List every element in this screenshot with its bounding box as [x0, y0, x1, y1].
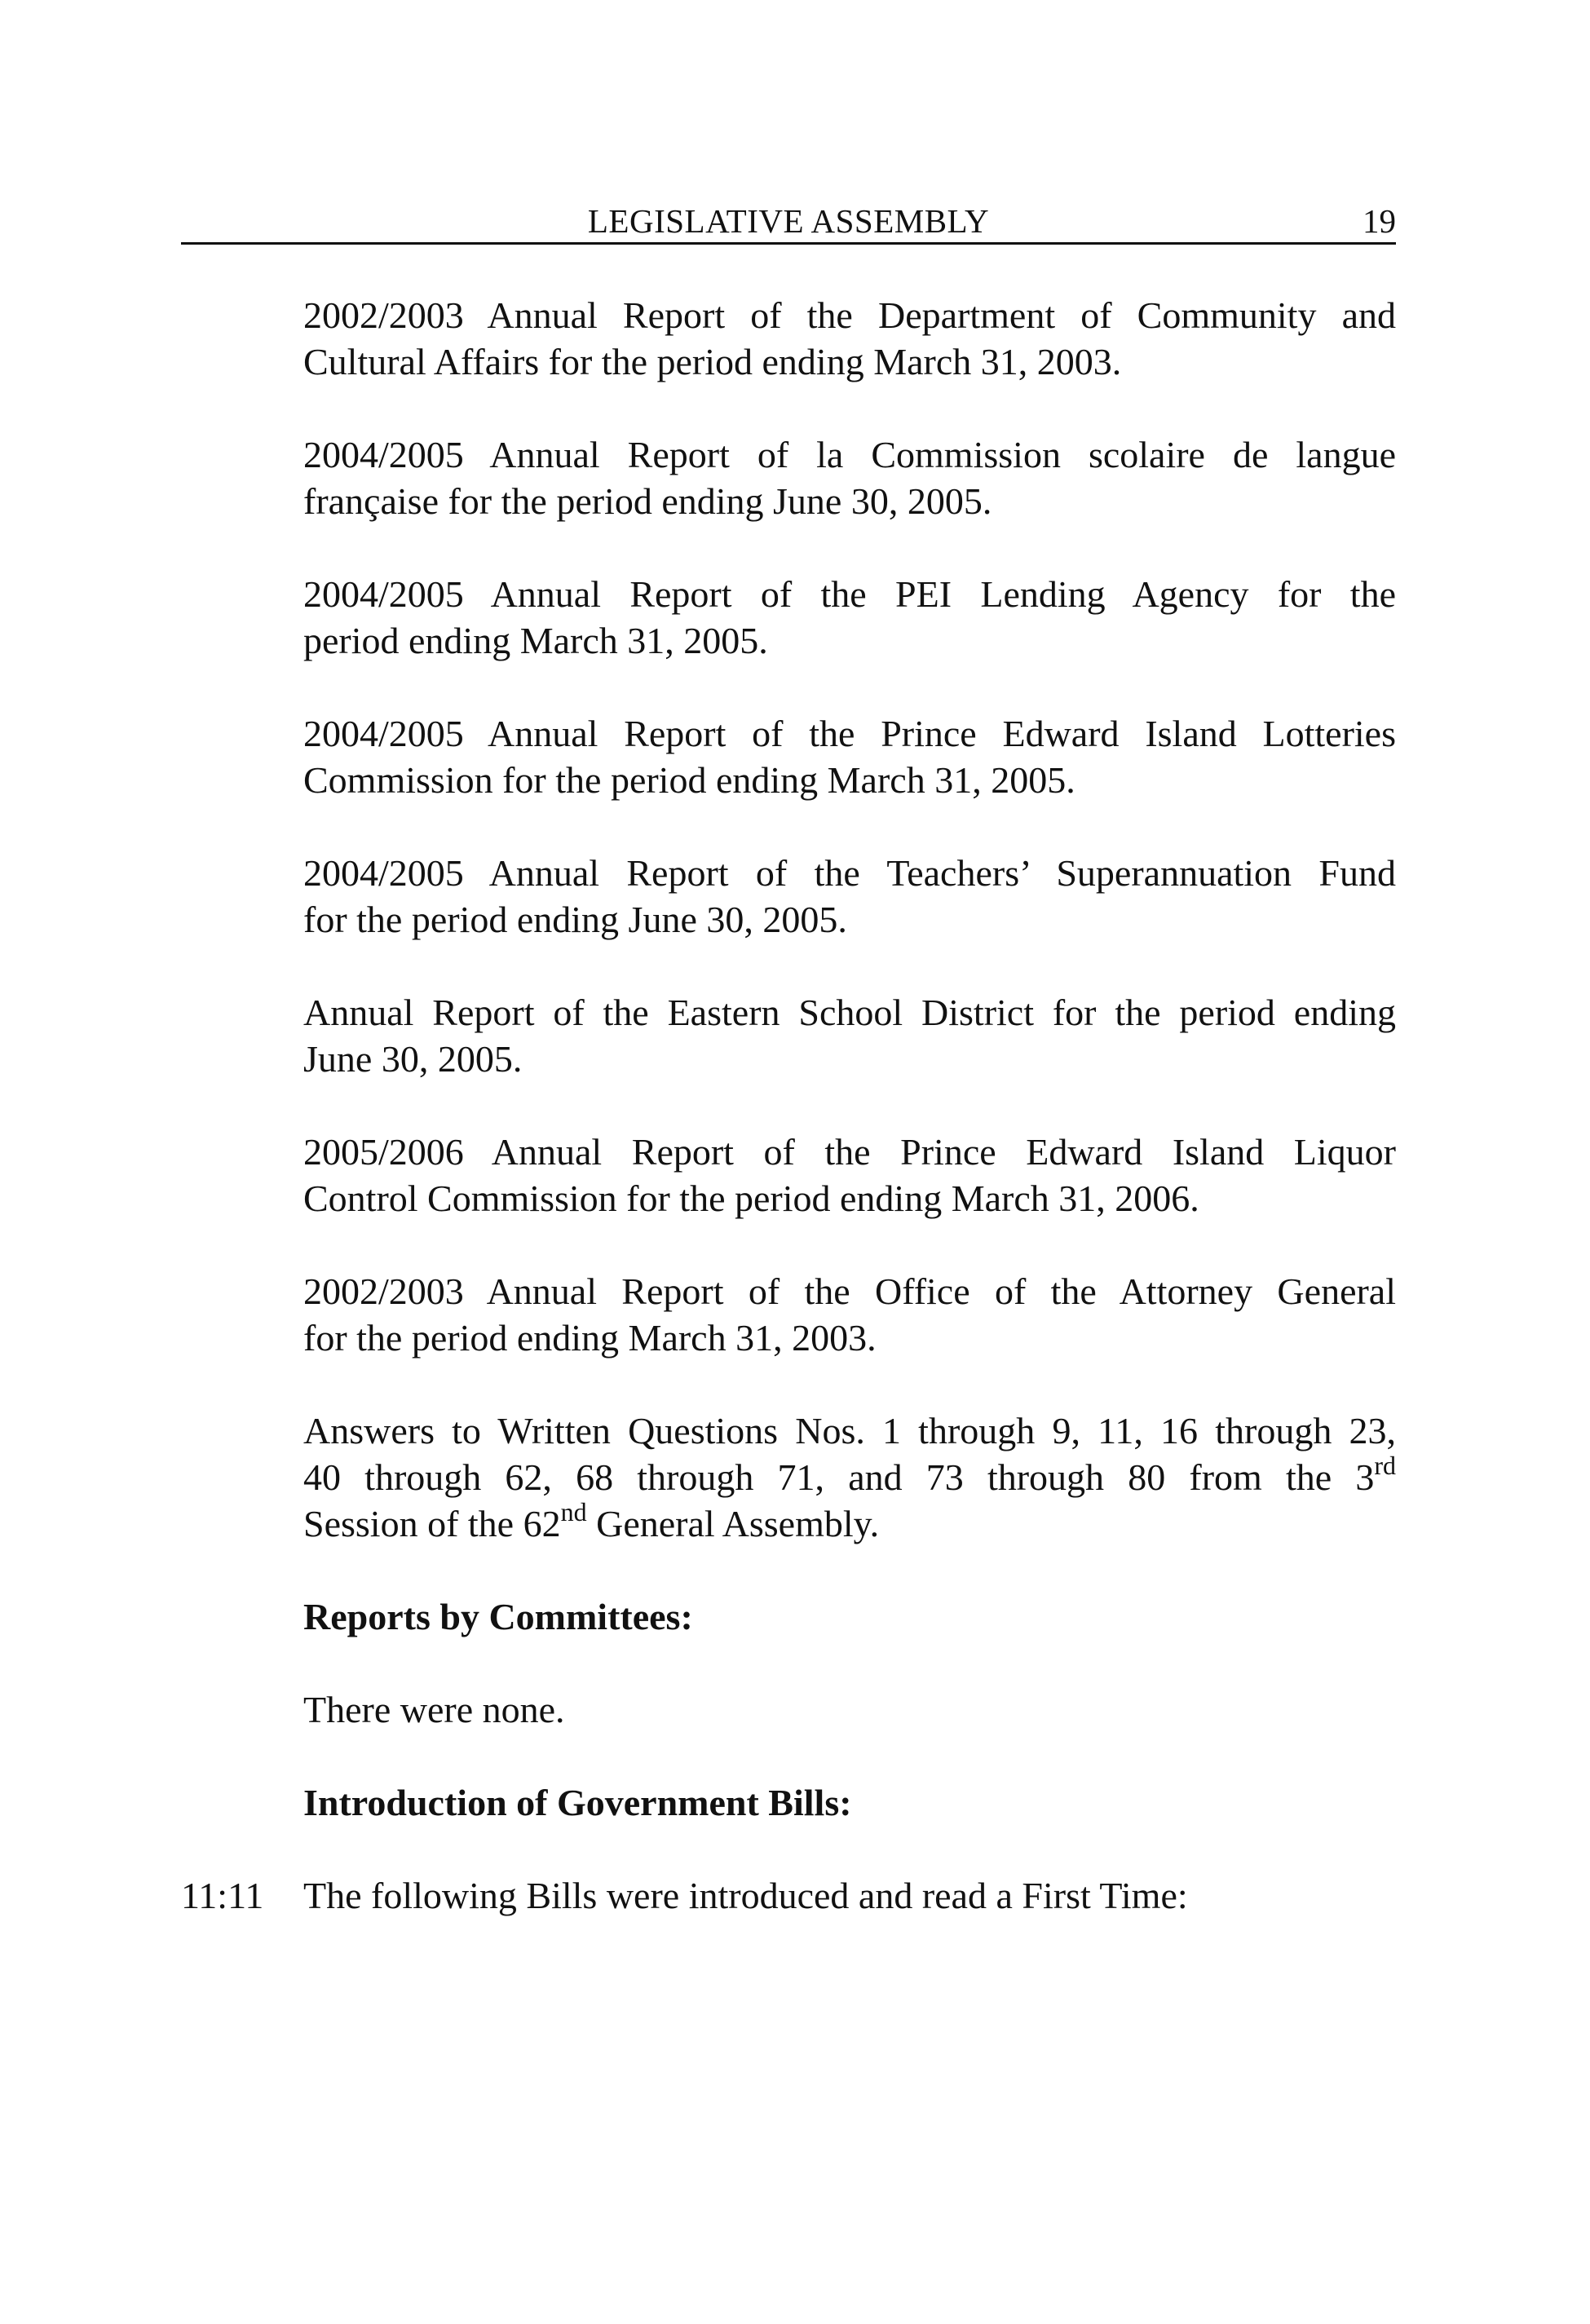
section-heading: Reports by Committees: [303, 1596, 693, 1637]
answers-line3-pre: Session of the 62 [303, 1503, 561, 1544]
report-paragraph [303, 571, 1396, 664]
paragraph-line: Annual Report of the Eastern School District for the period ending [303, 992, 1396, 1033]
report-paragraph [303, 1268, 1396, 1361]
paragraph-line: 2004/2005 Annual Report of la Commission scolaire de langue [303, 434, 1396, 475]
report-paragraph [303, 850, 1396, 943]
paragraph-line: Cultural Affairs for the period ending March 31, 2003. [303, 341, 1122, 382]
report-paragraph [303, 1129, 1396, 1222]
paragraph-line: 2004/2005 Annual Report of the PEI Lending Agency for the [303, 573, 1396, 615]
paragraph-line: period ending March 31, 2005. [303, 620, 768, 661]
paragraph-line: Control Commission for the period ending March 31, 2006. [303, 1177, 1199, 1219]
report-paragraph [303, 292, 1396, 385]
paragraph-line [303, 1496, 1396, 1547]
section-heading: Introduction of Government Bills: [303, 1782, 852, 1823]
answers-line3-post: General Assembly. [586, 1503, 880, 1544]
paragraph-line [303, 1450, 1396, 1500]
paragraph-line: 2004/2005 Annual Report of the Teachers’ Superannuation Fund [303, 852, 1396, 894]
minute-entry [181, 1872, 1396, 1919]
report-paragraph [303, 431, 1396, 524]
page-number: 19 [1363, 202, 1396, 240]
paragraph-line: for the period ending June 30, 2005. [303, 899, 847, 940]
time-marker: 11:11 [181, 1875, 264, 1916]
answers-paragraph [303, 1407, 1396, 1547]
paragraph-line: for the period ending March 31, 2003. [303, 1317, 877, 1359]
paragraph-line: 2002/2003 Annual Report of the Office of the Attorney General [303, 1270, 1396, 1312]
answers-line2-text: 40 through 62, 68 through 71, and 73 through 80 from the 3 [303, 1456, 1375, 1498]
paragraph-line: 2005/2006 Annual Report of the Prince Edward Island Liquor [303, 1131, 1396, 1173]
report-paragraph [303, 989, 1396, 1082]
report-paragraph [303, 710, 1396, 803]
paragraph-line: Answers to Written Questions Nos. 1 through 9, 11, 16 through 23, [303, 1410, 1396, 1451]
header-title: LEGISLATIVE ASSEMBLY [587, 202, 990, 240]
paragraph-line: June 30, 2005. [303, 1038, 523, 1080]
document-body [181, 292, 1396, 1965]
paragraph-line: française for the period ending June 30, 2005. [303, 480, 992, 522]
ordinal-suffix: rd [1374, 1450, 1396, 1480]
paragraph-line: 2002/2003 Annual Report of the Department of Community and [303, 294, 1396, 336]
section-text: There were none. [303, 1689, 565, 1730]
paragraph-line: 2004/2005 Annual Report of the Prince Edward Island Lotteries [303, 713, 1396, 754]
minute-text: The following Bills were introduced and read a First Time: [303, 1875, 1188, 1916]
ordinal-suffix: nd [560, 1496, 587, 1527]
paragraph-line: Commission for the period ending March 31, 2005. [303, 759, 1075, 801]
page-header [181, 200, 1396, 245]
